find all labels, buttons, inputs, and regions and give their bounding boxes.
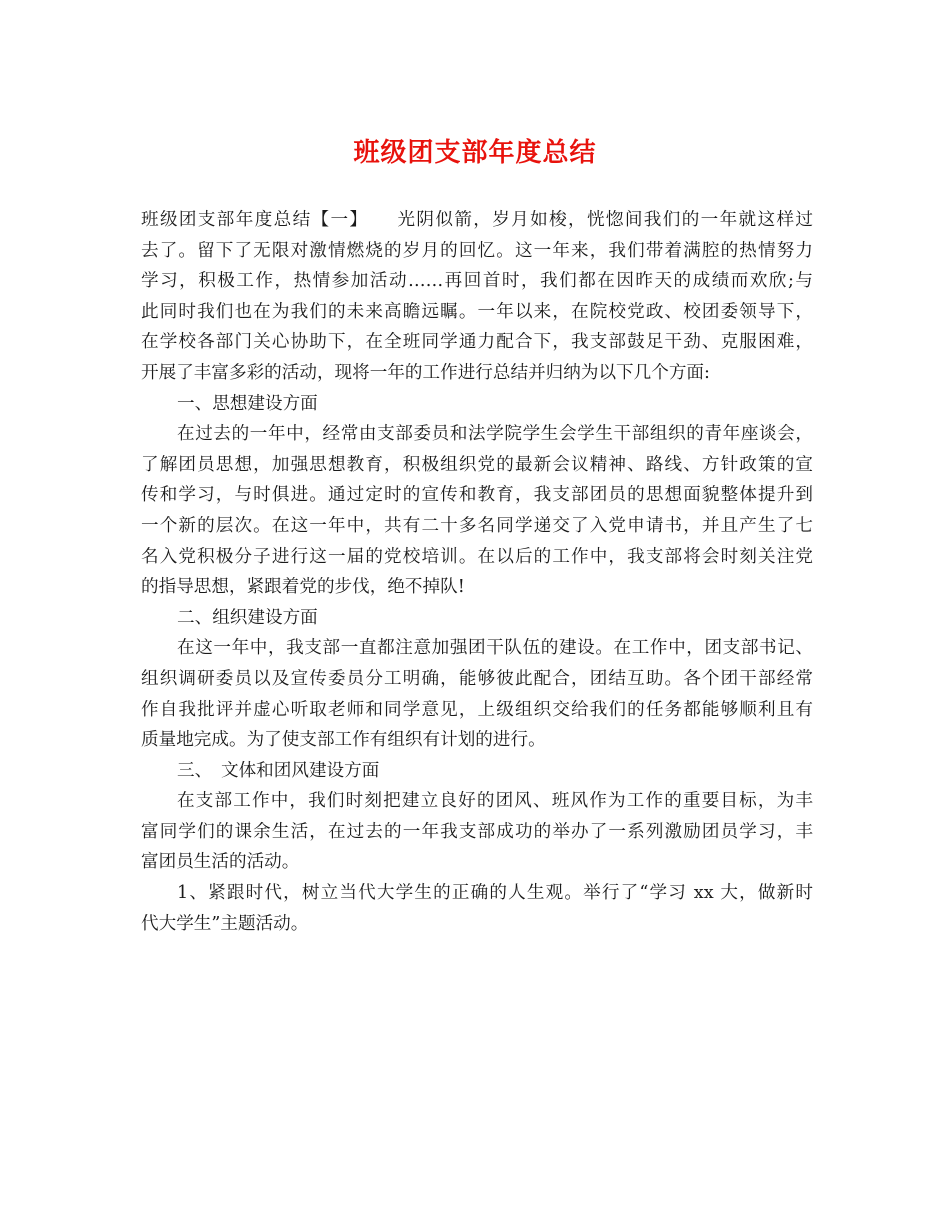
paragraph-line: 了解团员思想，加强思想教育，积极组织党的最新会议精神、路线、方针政策的宣	[141, 454, 813, 475]
paragraph-line: 在学校各部门关心协助下，在全班同学通力配合下，我支部鼓足干劲、克服困难，	[141, 332, 813, 353]
paragraph-line: 一个新的层次。在这一年中，共有二十多名同学递交了入党申请书，并且产生了七	[141, 515, 813, 536]
paragraph-line: 代大学生”主题活动。	[141, 913, 309, 934]
document-title: 班级团支部年度总结	[353, 138, 597, 168]
paragraph-line: 班级团支部年度总结【一】 光阴似箭，岁月如梭，恍惚间我们的一年就这样过	[141, 210, 813, 230]
paragraph-line: 作自我批评并虚心听取老师和同学意见，上级组织交给我们的任务都能够顺利且有	[141, 699, 813, 720]
paragraph-line: 名入党积极分子进行这一届的党校培训。在以后的工作中，我支部将会时刻关注党	[141, 546, 813, 567]
paragraph-line: 富同学们的课余生活，在过去的一年我支部成功的举办了一系列激励团员学习，丰	[141, 821, 813, 842]
paragraph-line: 组织调研委员以及宣传委员分工明确，能够彼此配合，团结互助。各个团干部经常	[141, 668, 813, 689]
intro-paragraph	[141, 205, 813, 389]
section-heading	[141, 389, 813, 420]
section-heading-text: 一、思想建设方面	[177, 393, 318, 414]
paragraph-line: 1、紧跟时代，树立当代大学生的正确的人生观。举行了“学习 xx 大，做新时	[177, 883, 813, 904]
section-heading-text: 三、 文体和团风建设方面	[177, 760, 380, 781]
section1-paragraph	[141, 419, 813, 603]
section3-paragraph	[141, 786, 813, 878]
section-heading	[141, 603, 813, 634]
item1-paragraph	[141, 878, 813, 939]
paragraph-line: 此同时我们也在为我们的未来高瞻远瞩。一年以来，在院校党政、校团委领导下，	[141, 301, 813, 322]
paragraph-line: 开展了丰富多彩的活动，现将一年的工作进行总结并归纳为以下几个方面:	[141, 362, 710, 383]
paragraph-line: 在支部工作中，我们时刻把建立良好的团风、班风作为工作的重要目标，为丰	[177, 791, 813, 812]
paragraph-line: 学习，积极工作，热情参加活动……再回首时，我们都在因昨天的成绩而欢欣;与	[141, 271, 813, 292]
section-heading	[141, 756, 813, 787]
paragraph-line: 的指导思想，紧跟着党的步伐，绝不掉队!	[141, 577, 465, 598]
paragraph-line: 去了。留下了无限对激情燃烧的岁月的回忆。这一年来，我们带着满腔的热情努力	[141, 240, 813, 261]
paragraph-line: 在这一年中，我支部一直都注意加强团干队伍的建设。在工作中，团支部书记、	[177, 638, 813, 659]
paragraph-line: 传和学习，与时俱进。通过定时的宣传和教育，我支部团员的思想面貌整体提升到	[141, 485, 813, 506]
document-body	[141, 205, 813, 939]
section2-paragraph	[141, 633, 813, 755]
paragraph-line: 在过去的一年中，经常由支部委员和法学院学生会学生干部组织的青年座谈会，	[177, 424, 813, 445]
paragraph-line: 富团员生活的活动。	[141, 852, 300, 873]
paragraph-line: 质量地完成。为了使支部工作有组织有计划的进行。	[141, 730, 546, 751]
section-heading-text: 二、组织建设方面	[177, 607, 318, 628]
